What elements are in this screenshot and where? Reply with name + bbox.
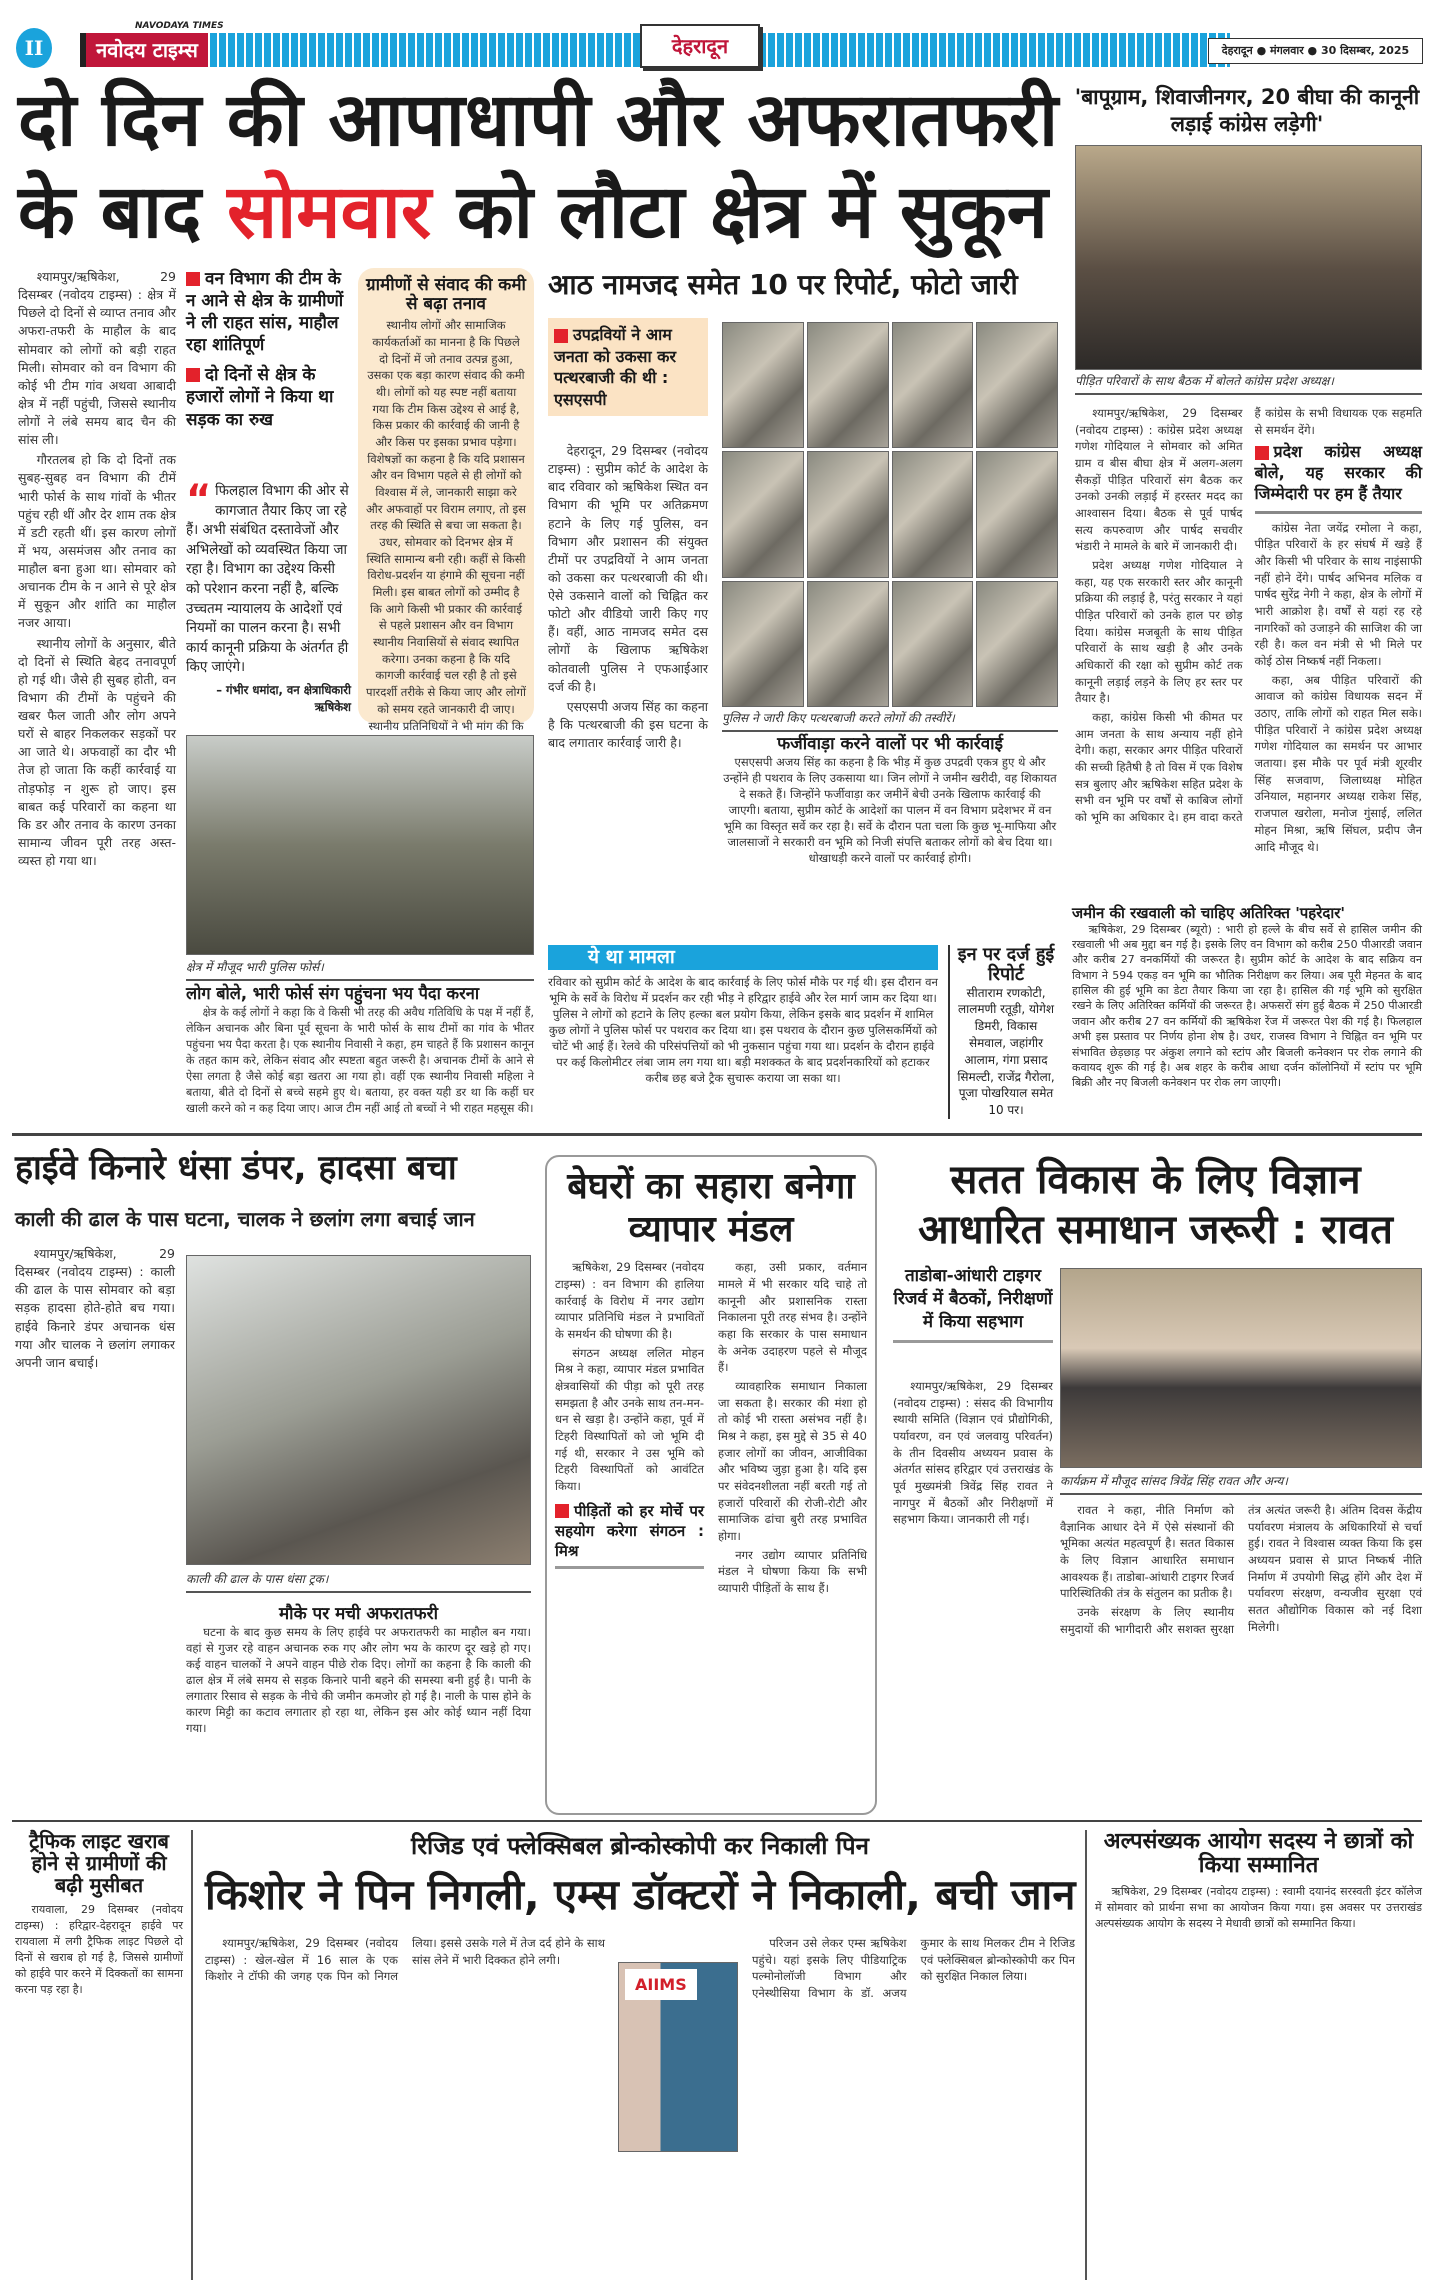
collage-photo bbox=[722, 322, 804, 448]
rawat-event-photo bbox=[1060, 1268, 1422, 1468]
rawat-body-left bbox=[893, 1378, 1053, 1815]
photo-caption: कार्यक्रम में मौजूद सांसद त्रिवेंद्र सिंह रावत और अन्य। bbox=[1060, 1472, 1422, 1495]
lead-subheads bbox=[186, 268, 351, 431]
box-title: जमीन की रखवाली को चाहिए अतिरिक्त 'पहरेदार' bbox=[1072, 904, 1345, 922]
case-body: रविवार को सुप्रीम कोर्ट के आदेश के बाद कार्रवाई के लिए फोर्स मौके पर गई थी। इस दौरान वन भूमि के सर्वे के विरोध में प्रदर्शन कर रही भीड़ ने हरिद्वार हाईवे और रेल मार्ग जाम कर दिया था। पुलिस ने लोगों को हटाने के लिए हल्का बल प्रयोग किया, लेकिन इसके बाद प्रदर्शन में शामिल कुछ लोगों ने पुलिस फोर्स पर पथराव कर दिया था। इस पथराव के दौरान कुछ पुलिसकर्मियों को चोटें भी आई हैं। रेलवे की परिसंपत्तियों को भी नुकसान पहुंचा गया था। प्रदर्शन के दौरान हाईवे पर कई किलोमीटर लंबा जाम लग गया था। बड़ी मशक्कत के बाद प्रदर्शनकारियों को हटाकर करीब छह बजे ट्रैक सुचारू कराया जा सका था। bbox=[548, 974, 938, 1086]
photo-caption: क्षेत्र में मौजूद भारी पुलिस फोर्स। bbox=[186, 958, 534, 981]
traders-body bbox=[555, 1259, 867, 1596]
box-body: ऋषिकेश, 29 दिसम्बर (ब्यूरो) : भारी हो हल्ले के बीच सर्वे से हासिल जमीन की रखवाली भी अब मुद्दा बन गई है। इसके लिए वन विभाग को करीब 250 पीआरडी जवान और करीब 27 वनकर्मियों की जरूरत है। सुप्रीम कोर्ट के आदेश के बाद सक्रिय वन विभाग ने 594 एकड़ वन भूमि का भौतिक निरीक्षण कर लिया। अब पूरी मेहनत के बाद हासिल की हुई भूमि का डेटा तैयार किया जा रहा है। हासिल की गई भूमि को सुरक्षित रखने के लिए अतिरिक्त कर्मियों की जरूरत है। अफसरों संग हुई बैठक में 250 पीआरडी जवान और करीब 27 वन कर्मियों की ऋषिकेश रेंज में जरूरत पेश की गई है। फिलहाल अभी इस प्रस्ताव पर निर्णय होना शेष है। उधर, राजस्व विभाग ने चिह्नित वन भूमि पर संभावित छेड़छाड़ पर अंकुश लगाने को स्टांप और बिजली कनेक्शन पर रोक लगाने की कवायद शुरू की गई है। अब शहर के करीब आधा दर्जन कॉलोनियों में स्टांप पर भूमि बिक्री और नए बिजली कनेक्शन पर रोक लग जाएगी। bbox=[1072, 922, 1422, 1090]
congress-meeting-photo bbox=[1075, 145, 1422, 370]
pull-quote bbox=[186, 477, 351, 716]
congress-headline: 'बापूग्राम, शिवाजीनगर, 20 बीघा की कानूनी लड़ाई कांग्रेस लड़ेगी' bbox=[1074, 85, 1420, 137]
minority-headline: अल्पसंख्यक आयोग सदस्य ने छात्रों को किया सम्मानित bbox=[1103, 1829, 1414, 1879]
quote-mark-icon: “ bbox=[186, 477, 212, 523]
collage-photo bbox=[807, 322, 889, 448]
box-body: क्षेत्र के कई लोगों ने कहा कि वे किसी भी तरह की अवैध गतिविधि के पक्ष में नहीं हैं, लेकिन अचानक और बिना पूर्व सूचना के भारी फोर्स के साथ टीमों का गांव के भीतर पहुंचना भय पैदा करता है। एक स्थानीय निवासी ने कहा, हम चाहते हैं कि प्रशासन कानून के तहत काम करे, लेकिन संवाद और स्पष्टता बहुत जरूरी है। अचानक टीमों के आने से ऐसा लगता है जैसे कोई बड़ा खतरा आ गया हो। वहीं एक स्थानीय निवासी महिला ने बताया, बीते दो दिनों से बच्चे सहमे हुए थे। बताया, हर वक्त यही डर था कि कहीं घर खाली करने को न कह दिया जाए। आज टीम नहीं आई तो बच्चों ने भी राहत महसूस की। bbox=[186, 1004, 534, 1116]
paragraph: देहरादून, 29 दिसम्बर (नवोदय टाइम्स) : सुप्रीम कोर्ट के आदेश के बाद रविवार को ऋषिकेश स्थित वन विभाग की भूमि पर अतिक्रमण हटाने के लिए गई पुलिस, वन विभाग और प्रशासन की संयुक्त टीमों पर उपद्रवियों ने आम जनता को उकसा कर पत्थरबाजी की थी। ऐसे उकसाने वालों को चिह्नित कर फोटो और वीडियो जारी किए गए हैं। वहीं, आठ नामजद समेत दस लोगों के खिलाफ ऋषिकेश कोतवाली पुलिस ने एफआईआर दर्ज की है। bbox=[548, 443, 708, 694]
chaos-box bbox=[186, 1605, 531, 1736]
paragraph: स्थानीय लोगों के अनुसार, बीते दो दिनों से स्थिति बेहद तनावपूर्ण हो गई थी। जैसे ही सुबह होती, वन विभाग की टीमों के पहुंचने की खबर फैल जाती और लोग अपने घरों से बाहर निकलकर सड़कों पर आ जाते थे। अफवाहों का दौर भी तेज हो जाता कि कहीं कार्रवाई या तोड़फोड़ न शुरू हो जाए। इस बाबत कई परिवारों का कहना था कि डर और तनाव के कारण उनका सामान्य जीवन पूरी तरह अस्त-व्यस्त हो गया था। bbox=[18, 635, 176, 868]
box-body: एसएसपी अजय सिंह का कहना है कि भीड़ में कुछ उपद्रवी एकत्र हुए थे और उन्होंने ही पथराव के लिए उकसाया था। जिन लोगों ने जमीन खरीदी, वह शिकायत दे सकते हैं। जिन्होंने फर्जीवाड़ा कर जमीनें बेची उनके खिलाफ कार्रवाई की जाएगी। बताया, सुप्रीम कोर्ट के आदेशों का पालन में वन विभाग प्रदेशभर में वन भूमि का विस्तृत सर्वे कर रहा है। सर्वे के दौरान पता चला कि कुछ भू-माफिया और जालसाजों ने सरकारी वन भूमि को निजी संपत्ति बताकर लोगों को बेच दिया था। धोखाधड़ी करने वालों पर कार्रवाई होगी। bbox=[723, 754, 1057, 866]
dumper-headline: हाईवे किनारे धंसा डंपर, हादसा बचा bbox=[15, 1148, 457, 1188]
paragraph: श्यामपुर/ऋषिकेश, 29 दिसम्बर (नवोदय टाइम्स) : क्षेत्र में पिछले दो दिनों से व्याप्त तनाव और अफरा-तफरी के माहौल के बाद सोमवार को लोगों को बड़ी राहत मिली। सोमवार को वन विभाग की कोई भी टीम गांव अथवा आबादी क्षेत्र में नहीं पहुंची, जिससे स्थानीय लोगों ने लंबे समय बाद चैन की सांस ली। bbox=[18, 269, 176, 448]
stone-pelting-body bbox=[548, 442, 708, 897]
lead-headline-line1: दो दिन की आपाधापी और अफरातफरी bbox=[18, 77, 1059, 163]
english-name: NAVODAYA TIMES bbox=[135, 21, 224, 31]
collage-photo bbox=[722, 581, 804, 707]
paragraph: उनके संरक्षण के लिए स्थानीय समुदायों की भागीदारी और सशक्त सुरक्षा तंत्र अत्यंत जरूरी है। अंतिम दिवस केंद्रीय पर्यावरण मंत्रालय के अधिकारियों से चर्चा हुई। रावत ने विश्वास व्यक्त किया कि इस अध्ययन प्रवास से प्राप्त निष्कर्ष नीति निर्माण में उपयोगी सिद्ध होंगे और देश में पर्यावरण संरक्षण, वन्यजीव सुरक्षा एवं सतत औद्योगिक विकास को नई दिशा मिलेगी। bbox=[1060, 1503, 1422, 1636]
pin-kicker: रिजिड एवं फ्लेक्सिबल ब्रोन्कोस्कोपी कर निकाली पिन bbox=[410, 1832, 869, 1860]
stone-pelting-subhead: उपद्रवियों ने आम जनता को उकसा कर पत्थरबाजी की थी : एसएसपी bbox=[548, 318, 708, 416]
pin-body-left bbox=[205, 1935, 605, 2280]
headline-highlight: सोमवार bbox=[227, 169, 432, 255]
paragraph: कहा, अब पीड़ित परिवारों की आवाज को कांग्रेस विधायक सदन में उठाए, ताकि लोगों को राहत मिल सके। पीड़ित परिवारों ने कांग्रेस प्रदेश अध्यक्ष गणेश गोदियाल का समर्थन पर आभार जताया। इस मौके पर पूर्व मंत्री शूरवीर सिंह सजवाण, जिलाध्यक्ष मोहित उनियाल, महानगर अध्यक्ष राकेश सिंह, राजपाल खरोला, मनोज गुंसाई, ललित मोहन मिश्रा, ऋषि सिंघल, प्रदीप जैन आदि मौजूद थे। bbox=[1254, 672, 1422, 854]
rawat-headline: सतत विकास के लिए विज्ञान आधारित समाधान जरूरी : रावत bbox=[918, 1157, 1393, 1253]
names-title: इन पर दर्ज हुई रिपोर्ट bbox=[957, 944, 1055, 985]
section-divider bbox=[12, 1820, 1422, 1822]
headline-part: के बाद bbox=[18, 169, 228, 255]
lead-headline-line2 bbox=[18, 166, 1058, 258]
dumper-photo bbox=[186, 1255, 531, 1565]
fraud-box bbox=[722, 735, 1058, 866]
headline-part: को लौटा क्षेत्र में सुकून bbox=[431, 169, 1048, 255]
page-number-badge: II bbox=[16, 28, 52, 68]
names-list: सीताराम रणकोटी, लालमणी रतूड़ी, योगेश डिमरी, विकास सेमवाल, जहांगीर आलाम, गंगा प्रसाद सिमल्टी, राजेंद्र गैरोला, पूजा पोखरियाल समेत 10 पर। bbox=[957, 985, 1055, 1118]
quote-author: – गंभीर धमांदा, वन क्षेत्राधिकारी ऋषिकेश bbox=[216, 682, 351, 714]
stone-pelting-photo-collage bbox=[722, 322, 1058, 707]
lead-headline bbox=[18, 74, 1058, 258]
paragraph: श्यामपुर/ऋषिकेश, 29 दिसम्बर (नवोदय टाइम्स) : संसद की विभागीय स्थायी समिति (विज्ञान एवं प्रौद्योगिकी, पर्यावरण, वन एवं जलवायु परिवर्तन) के तीन दिवसीय अध्ययन प्रवास के अंतर्गत सांसद हरिद्वार एवं उत्तराखंड के पूर्व मुख्यमंत्री त्रिवेंद्र सिंह रावत ने नागपुर में बैठकों और निरीक्षणों में सहभाग किया। जानकारी ली गई। bbox=[893, 1379, 1053, 1527]
dumper-body: श्यामपुर/ऋषिकेश, 29 दिसम्बर (नवोदय टाइम्स) : काली की ढाल के पास सोमवार को बड़ा सड़क हादसा होते-होते बच गया। हाईवे किनारे डंपर अचानक धंस गया और चालक ने छलांग लगाकर अपनी जान बचाई। bbox=[15, 1246, 175, 1370]
section-divider bbox=[12, 1133, 1422, 1136]
sidebar-box bbox=[358, 268, 534, 733]
traders-headline: बेघरों का सहारा बनेगा व्यापार मंडल bbox=[567, 1166, 855, 1251]
box-title: फर्जीवाड़ा करने वालों पर भी कार्रवाई bbox=[777, 734, 1003, 754]
photo-caption: पुलिस ने जारी किए पत्थरबाजी करते लोगों की तस्वीरें। bbox=[722, 709, 1058, 732]
collage-photo bbox=[807, 581, 889, 707]
paragraph: एसएसपी अजय सिंह का कहना है कि पत्थरबाजी की इस घटना के बाद लगातार कार्रवाई जारी है। bbox=[548, 698, 708, 750]
collage-photo bbox=[807, 451, 889, 577]
traders-subhead: पीड़ितों को हर मोर्चे पर सहयोग करेगा संगठन : मिश्र bbox=[555, 1501, 704, 1569]
sidebar-body: स्थानीय लोगों और सामाजिक कार्यकर्ताओं का मानना है कि पिछले दो दिनों में जो तनाव उत्पन्न हुआ, उसका एक बड़ा कारण संवाद की कमी थी। लोगों को यह स्पष्ट नहीं बताया गया कि टीम किस उद्देश्य से आई है, किस प्रकार की कार्रवाई की जानी है और किस पर इसका प्रभाव पड़ेगा। विशेषज्ञों का कहना है कि यदि प्रशासन और वन विभाग पहले से ही लोगों को विश्वास में ले, जानकारी साझा करे और अफवाहों पर विराम लगाए, तो इस तरह की स्थिति से बचा जा सकता है। उधर, सोमवार को दिनभर क्षेत्र में स्थिति सामान्य बनी रही। कहीं से किसी विरोध-प्रदर्शन या हंगामे की सूचना नहीं मिली। इस बाबत लोगों को उम्मीद है कि आगे किसी भी प्रकार की कार्रवाई से पहले प्रशासन और वन विभाग स्थानीय निवासियों से संवाद स्थापित करेगा। उनका कहना है कि यदि कागजी कार्रवाई चल रही है तो इसे पारदर्शी तरीके से किया जाए और लोगों को समय रहते जानकारी दी जाए। स्थानीय प्रतिनिधियों ने भी मांग की कि bbox=[366, 318, 526, 733]
subhead: दो दिनों से क्षेत्र के हजारों लोगों ने किया था सड़क का रुख bbox=[186, 364, 351, 430]
rawat-body-right bbox=[1060, 1502, 1422, 1815]
sidebar-title: ग्रामीणों से संवाद की कमी से बढ़ा तनाव bbox=[366, 275, 526, 314]
box-body: घटना के बाद कुछ समय के लिए हाईवे पर अफरातफरी का माहौल बन गया। वहां से गुजर रहे वाहन अचानक रुक गए और लोग भय के कारण दूर खड़े हो गए। कई वाहन चालकों ने अपने वाहन पीछे रोक दिए। लोगों का कहना है कि काली की ढाल क्षेत्र में लंबे समय से सड़क किनारे पानी बहने की समस्या बनी हुई है। पानी के लगातार रिसाव से सड़क के नीचे की जमीन कमजोर हो गई है। नाली के पास होने के कारण मिट्टी का कटाव लगातार हो रहा था, लेकिन इस ओर कोई ध्यान नहीं दिया गया। bbox=[186, 1624, 531, 1736]
box-title: लोग बोले, भारी फोर्स संग पहुंचना भय पैदा करना bbox=[186, 984, 480, 1004]
paragraph: व्यावहारिक समाधान निकाला जा सकता है। सरकार की मंशा हो तो कोई भी रास्ता असंभव नहीं है। मिश्र ने कहा, इस मुद्दे से 35 से 40 हजार लोगों का जीवन, आजीविका और भविष्य जुड़ा हुआ है। यदि इस पर संवेदनशीलता नहीं बरती गई तो हजारों परिवारों की रोजी-रोटी और सामाजिक ढांचा बुरी तरह प्रभावित होगा। bbox=[718, 1379, 867, 1544]
traffic-headline: ट्रैफिक लाइट खराब होने से ग्रामीणों की बढ़ी मुसीबत bbox=[29, 1829, 169, 1897]
pin-body-right bbox=[752, 1935, 1075, 2280]
collage-photo bbox=[976, 451, 1058, 577]
traffic-story bbox=[15, 1830, 193, 2280]
paragraph: श्यामपुर/ऋषिकेश, 29 दिसम्बर (नवोदय टाइम्स) : खेल-खेल में 16 साल के एक किशोर ने टॉफी की जगह एक पिन को निगल लिया। इससे उसके गले में तेज दर्द होने के साथ सांस लेने में भारी दिक्कत होने लगी। bbox=[205, 1936, 605, 1984]
paragraph: श्यामपुर/ऋषिकेश, 29 दिसम्बर (नवोदय टाइम्स) : कांग्रेस प्रदेश अध्यक्ष गणेश गोदियाल ने सोमवार को अमित ग्राम व बीस बीघा क्षेत्र में अलग-अलग सैकड़ों पीड़ित परिवारों संग बैठक कर उनको उनकी लड़ाई में हरस्तर मदद का आश्वासन दिया। बैठक से पूर्व पार्षद सत्य कपरुवाण और पार्षद सचवीर भंडारी ने मामले के बारे में जानकारी दी। bbox=[1075, 406, 1243, 554]
lead-body bbox=[18, 268, 176, 1113]
collage-photo bbox=[976, 581, 1058, 707]
quote-text: फिलहाल विभाग की ओर से कागजात तैयार किए जा रहे हैं। अभी संबंधित दस्तावेजों और अभिलेखों को व्यवस्थित किया जा रहा है। विभाग का उद्देश्य किसी को परेशान करना नहीं है, बल्कि उच्चतम न्यायालय के आदेशों एवं नियमों का पालन करना है। सभी कार्य कानूनी प्रक्रिया के अंतर्गत ही किए जाएंगे। bbox=[186, 483, 349, 676]
people-speak-box bbox=[186, 985, 534, 1116]
subhead: वन विभाग की टीम के न आने से क्षेत्र के ग्रामीणों ने ली राहत सांस, माहौल रहा शांतिपूर्ण bbox=[186, 268, 351, 356]
paragraph: कहा, कांग्रेस किसी भी कीमत पर आम जनता के साथ अन्याय नहीं होने देगी। कहा, सरकार अगर पीड़ित परिवारों की सच्ची हितैषी है तो विस में एक विशेष सत्र बुलाए और ऋषिकेश सहित प्रदेश के सभी वन भूमि पर वर्षों से काबिज लोगों को भूमि का अधिकार दे। हम वादा करते हैं कांग्रेस के सभी विधायक एक सहमति से समर्थन देंगे। bbox=[1075, 406, 1422, 825]
traffic-body: रायवाला, 29 दिसम्बर (नवोदय टाइम्स) : हरिद्वार-देहरादून हाईवे पर रायवाला में लगी ट्रैफिक लाइट पिछले दो दिनों से खराब हो गई है, जिससे ग्रामीणों को हाईवे पार करने में दिक्कतों का सामना करना पड़ रहा है। bbox=[15, 1903, 183, 1996]
case-box bbox=[548, 945, 938, 1087]
dateline: देहरादून ● मंगलवार ● 30 दिसम्बर, 2025 bbox=[1208, 38, 1423, 64]
edition-tab: देहरादून bbox=[640, 24, 760, 68]
paragraph: परिजन उसे लेकर एम्स ऋषिकेश पहुंचे। यहां इसके लिए पीडियाट्रिक पल्मोनोलॉजी विभाग और एनेस्थीसिया विभाग के डॉ. अजय कुमार के साथ मिलकर टीम ने रिजिड एवं फ्लेक्सिबल ब्रोन्कोस्कोपी कर पिन को सुरक्षित निकाल लिया। bbox=[752, 1936, 1075, 2001]
police-force-photo bbox=[186, 735, 534, 955]
stone-pelting-headline: आठ नामजद समेत 10 पर रिपोर्ट, फोटो जारी bbox=[548, 268, 1018, 301]
box-title: मौके पर मची अफरातफरी bbox=[279, 1604, 438, 1624]
traders-box bbox=[545, 1155, 877, 1815]
land-guard-box bbox=[1072, 905, 1422, 1091]
paragraph: संगठन अध्यक्ष ललित मोहन मिश्र ने कहा, व्यापार मंडल प्रभावित क्षेत्रवासियों की पीड़ा को पूरी तरह समझता है और उनके साथ तन-मन-धन से खड़ा है। उन्होंने कहा, पूर्व में टिहरी विस्थापितों को जो भूमि दी गई थी, सरकार ने उस भूमि को टिहरी विस्थापितों को आवंटित किया। bbox=[555, 1345, 704, 1494]
collage-photo bbox=[892, 322, 974, 448]
named-accused-box bbox=[948, 945, 1056, 1119]
aiims-building-photo bbox=[618, 1962, 738, 2152]
collage-photo bbox=[722, 451, 804, 577]
paragraph: कांग्रेस नेता जयेंद्र रमोला ने कहा, पीड़ित परिवारों के हर संघर्ष में खड़े हैं और किसी भी परिवार के साथ नाइंसाफी नहीं होने देंगे। पार्षद अभिनव मलिक व पार्षद सुरेंद्र नेगी ने कहा, क्षेत्र के लोगों में भारी आक्रोश है। वर्षों से यहां रह रहे नागरिकों को उजाड़ने की साजिश की जा रही है। कल वन मंत्री से भी मिले पर कोई ठोस निष्कर्ष नहीं निकला। bbox=[1254, 520, 1422, 669]
paragraph: कहा, उसी प्रकार, वर्तमान मामले में भी सरकार यदि चाहे तो कानूनी और प्रशासनिक रास्ता निकालना पूरी तरह संभव है। उन्होंने कहा कि सरकार के पास समाधान के अनेक उदाहरण पहले से मौजूद हैं। bbox=[718, 1260, 867, 1375]
paragraph: नगर उद्योग व्यापार प्रतिनिधि मंडल ने घोषणा किया कि सभी व्यापारी पीड़ितों के साथ हैं। bbox=[718, 1547, 867, 1596]
photo-caption: पीड़ित परिवारों के साथ बैठक में बोलते कांग्रेस प्रदेश अध्यक्ष। bbox=[1075, 372, 1422, 395]
aiims-sign: AIIMS bbox=[625, 1969, 697, 2000]
dumper-subhead: काली की ढाल के पास घटना, चालक ने छलांग लगा बचाई जान bbox=[15, 1207, 475, 1231]
collage-photo bbox=[892, 581, 974, 707]
congress-subhead: प्रदेश कांग्रेस अध्यक्ष बोले, यह सरकार की जिम्मेदारी पर हम हैं तैयार bbox=[1255, 442, 1423, 513]
collage-photo bbox=[892, 451, 974, 577]
photo-caption: काली की ढाल के पास धंसा ट्रक। bbox=[186, 1570, 531, 1593]
congress-body bbox=[1075, 405, 1422, 900]
pin-headline: किशोर ने पिन निगली, एम्स डॉक्टरों ने निकाली, बची जान bbox=[205, 1870, 1076, 1919]
paragraph: ऋषिकेश, 29 दिसम्बर (नवोदय टाइम्स) : वन विभाग की हालिया कार्रवाई के विरोध में नगर उद्योग व्यापार प्रतिनिधि मंडल ने प्रभावितों के समर्थन की घोषणा की है। bbox=[555, 1260, 704, 1342]
rawat-subhead: ताडोबा-आंधारी टाइगर रिजर्व में बैठकों, निरीक्षणों में किया सहभाग bbox=[893, 1265, 1053, 1343]
collage-photo bbox=[976, 322, 1058, 448]
minority-body: ऋषिकेश, 29 दिसम्बर (नवोदय टाइम्स) : स्वामी दयानंद सरस्वती इंटर कॉलेज में सोमवार को प्रार्थना सभा का आयोजन किया गया। इस अवसर पर उत्तराखंड अल्पसंख्यक आयोग के सदस्य ने मेधावी छात्रों को सम्मानित किया। bbox=[1095, 1885, 1422, 1931]
paragraph: गौरतलब हो कि दो दिनों तक सुबह-सुबह वन विभाग की टीमें भारी फोर्स के साथ गांवों के भीतर पहुंच रही थीं और देर शाम तक क्षेत्र में डटी रहती थीं। इस कारण लोगों में भय, असमंजस और तनाव का माहौल बना हुआ था। सोमवार को अचानक टीम के न आने से पूरे क्षेत्र में सुकून और शांति का माहौल नजर आया। bbox=[18, 452, 176, 631]
paragraph: रावत ने कहा, नीति निर्माण को वैज्ञानिक आधार देने में ऐसे संस्थानों की भूमिका अत्यंत महत्वपूर्ण है। सतत विकास के लिए विज्ञान आधारित समाधान आवश्यक हैं। ताडोबा-आंधारी टाइगर रिजर्व पारिस्थितिकी तंत्र के संतुलन का प्रतीक है। bbox=[1060, 1503, 1234, 1601]
case-title: ये था मामला bbox=[548, 945, 938, 970]
brand-logo: नवोदय टाइम्स bbox=[80, 33, 208, 67]
minority-story bbox=[1085, 1830, 1422, 2280]
paragraph: प्रदेश अध्यक्ष गणेश गोदियाल ने कहा, यह एक सरकारी स्तर और कानूनी प्रक्रिया की लड़ाई है, परंतु सरकार ने यहां पीड़ित परिवारों को उनके हाल पर छोड़ दिया। कांग्रेस मजबूती के साथ पीड़ित परिवारों के साथ खड़ी है और उनके अधिकारों की रक्षा को सुप्रीम कोर्ट तक कानूनी लड़ाई लड़ने के लिए हर स्तर पर तैयार है। bbox=[1075, 558, 1243, 706]
